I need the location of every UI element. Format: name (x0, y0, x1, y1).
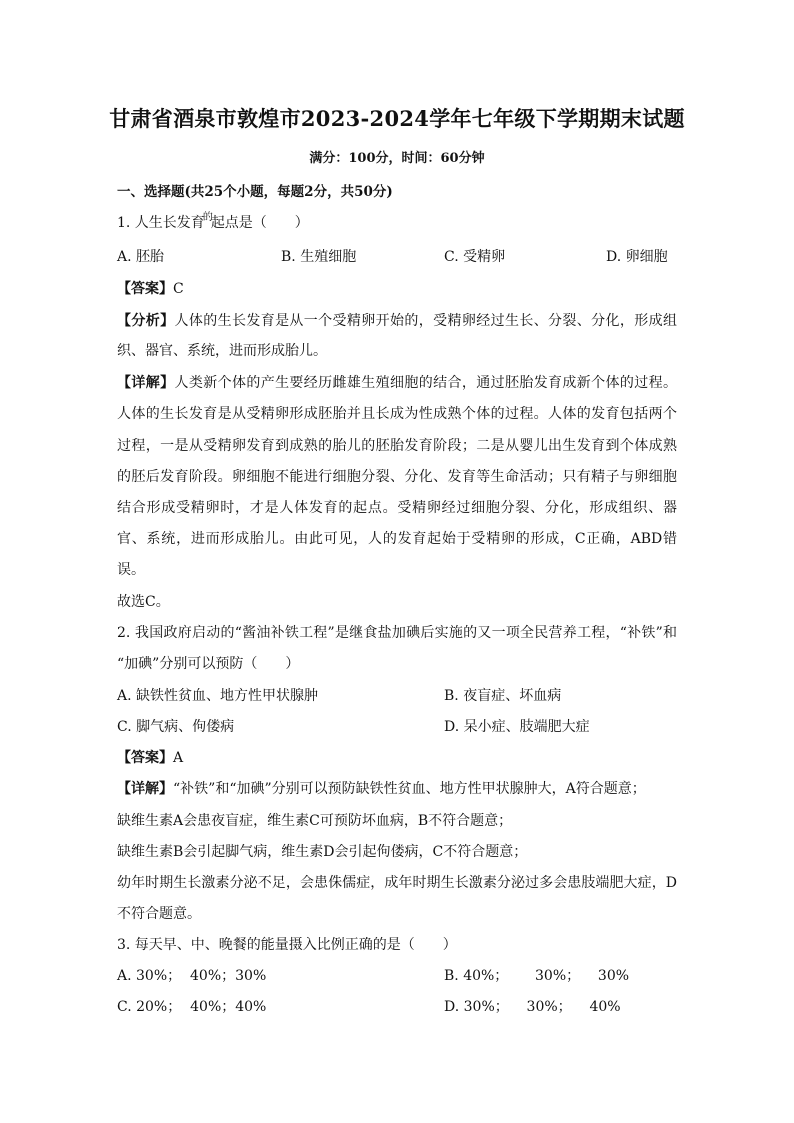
q2-detail-line-3: 缺维生素B会引起脚气病，维生素D会引起佝偻病，C不符合题意； (117, 844, 528, 860)
q2-detail-line-5: 不符合题意。 (117, 906, 201, 922)
q1-detail-line-5: 结合形成受精卵时，才是人体发育的起点。受精卵经过细胞分裂、分化，形成组织、器 (117, 500, 677, 516)
q2-option-c: C. 脚气病、佝偻病 (117, 719, 235, 735)
q3-stem: 3. 每天早、中、晚餐的能量摄入比例正确的是（ ） (117, 937, 457, 953)
q1-detail-line-6: 官、系统，进而形成胎儿。由此可见，人的发育起始于受精卵的形成，C正确，ABD错 (117, 531, 677, 547)
q2-option-a: A. 缺铁性贫血、地方性甲状腺肿 (117, 688, 319, 704)
page-title: 甘肃省酒泉市敦煌市2023-2024学年七年级下学期期末试题 (109, 106, 685, 131)
q3-option-a: A. 30%； 40%；30% (117, 968, 267, 984)
exam-subtitle: 满分：100分，时间：60分钟 (309, 151, 485, 166)
q1-answer: 【答案】C (117, 281, 184, 297)
q2-stem-line-1: 2. 我国政府启动的“酱油补铁工程”是继食盐加碘后实施的又一项全民营养工程，“补铁”和 (117, 625, 677, 641)
q2-detail-line-4: 幼年时期生长激素分泌不足，会患侏儒症，成年时期生长激素分泌过多会患肢端肥大症，D (117, 875, 677, 891)
q1-detail-line-7: 误。 (117, 562, 145, 578)
q2-option-b: B. 夜盲症、坏血病 (444, 688, 562, 704)
q2-stem-line-2: “加碘”分别可以预防（ ） (117, 656, 300, 672)
section-heading: 一、选择题(共25个小题，每题2分，共50分) (117, 184, 393, 200)
q1-option-c: C. 受精卵 (444, 249, 506, 265)
q1-option-a: A. 胚胎 (117, 249, 165, 265)
q1-conclusion: 故选C。 (117, 594, 170, 610)
q1-detail-line-2: 人体的生长发育是从受精卵形成胚胎并且长成为性成熟个体的过程。人体的发育包括两个 (117, 406, 677, 422)
q2-detail-line-1: 【详解】“补铁”和“加碘”分别可以预防缺铁性贫血、地方性甲状腺肿大，A符合题意； (117, 781, 646, 797)
q2-detail-line-2: 缺维生素A会患夜盲症，维生素C可预防坏血病，B不符合题意； (117, 813, 513, 829)
q1-option-b: B. 生殖细胞 (281, 249, 357, 265)
q1-analysis-line-2: 织、器官、系统，进而形成胎儿。 (117, 343, 327, 359)
q2-answer: 【答案】A (117, 750, 184, 766)
q1-detail-line-1: 【详解】人类新个体的产生要经历雌雄生殖细胞的结合，通过胚胎发育成新个体的过程。 (117, 375, 678, 391)
q1-detail-line-3: 过程，一是从受精卵发育到成熟的胎儿的胚胎发育阶段；二是从婴儿出生发育到个体成熟 (117, 438, 677, 454)
q3-option-b: B. 40%； 30%； 30% (444, 968, 630, 984)
q2-option-d: D. 呆小症、肢端肥大症 (444, 719, 590, 735)
q1-detail-line-4: 的胚后发育阶段。卵细胞不能进行细胞分裂、分化、发育等生命活动；只有精子与卵细胞 (117, 469, 677, 485)
q3-option-c: C. 20%； 40%；40% (117, 999, 267, 1015)
q1-analysis-line-1: 【分析】人体的生长发育是从一个受精卵开始的，受精卵经过生长、分裂、分化，形成组 (117, 313, 678, 329)
q3-option-d: D. 30%； 30%； 40% (444, 999, 621, 1015)
q1-stem: 1. 人生长发育$^的$起点是（ ） (117, 212, 309, 231)
q1-option-d: D. 卵细胞 (606, 249, 668, 265)
